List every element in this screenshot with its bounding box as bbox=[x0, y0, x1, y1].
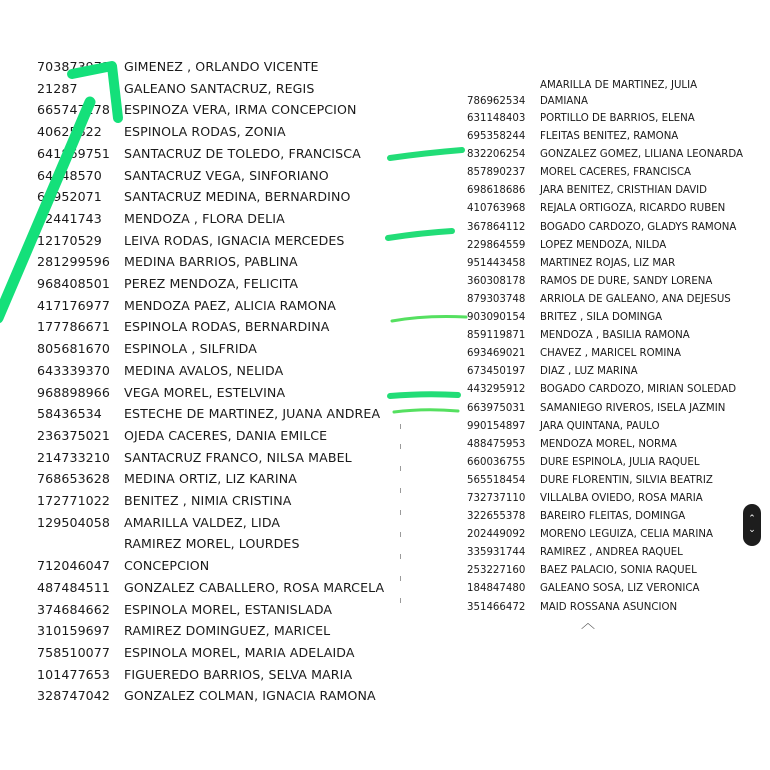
person-name: SANTACRUZ DE TOLEDO, FRANCISCA bbox=[124, 145, 361, 161]
list-item bbox=[37, 208, 397, 230]
person-name: VEGA MOREL, ESTELVINA bbox=[124, 384, 286, 400]
person-id: 732737110 bbox=[467, 492, 526, 504]
list-item bbox=[467, 237, 767, 255]
person-name: ESPINOLA RODAS, ZONIA bbox=[124, 124, 286, 140]
person-id: 487484511 bbox=[37, 579, 111, 595]
list-item bbox=[467, 599, 767, 617]
list-item bbox=[37, 642, 397, 664]
person-id: 12441743 bbox=[37, 210, 102, 226]
person-name: ESTECHE DE MARTINEZ, JUANA ANDREA bbox=[124, 406, 381, 422]
list-item bbox=[467, 508, 767, 526]
person-id: 703873971 bbox=[37, 59, 111, 74]
person-name: JARA QUINTANA, PAULO bbox=[540, 420, 660, 432]
list-item bbox=[37, 599, 397, 621]
person-id: 665747278 bbox=[37, 102, 111, 118]
person-id: 374684662 bbox=[37, 601, 111, 617]
person-id: 693469021 bbox=[467, 348, 526, 360]
person-name: MOREL CACERES, FRANCISCA bbox=[540, 167, 691, 179]
person-id: 310159697 bbox=[37, 623, 111, 639]
person-name-continued: CONCEPCION bbox=[124, 558, 210, 574]
person-name: FLEITAS BENITEZ, RAMONA bbox=[540, 131, 679, 143]
person-name: JARA BENITEZ, CRISTHIAN DAVID bbox=[540, 185, 708, 197]
person-id: 663975031 bbox=[467, 402, 526, 414]
list-item bbox=[467, 472, 767, 490]
list-item bbox=[37, 533, 397, 576]
list-item bbox=[37, 186, 397, 208]
person-name: BRITEZ , SILA DOMINGA bbox=[540, 312, 663, 324]
person-name: AMARILLA DE MARTINEZ, JULIA bbox=[540, 80, 698, 91]
person-name: BOGADO CARDOZO, GLADYS RAMONA bbox=[540, 221, 737, 233]
person-id: 565518454 bbox=[467, 474, 526, 486]
list-item bbox=[467, 110, 767, 128]
person-id: 40625822 bbox=[37, 124, 102, 140]
list-item bbox=[37, 295, 397, 317]
chevron-up-down-icon: ⌃ ⌄ bbox=[748, 514, 756, 535]
list-item bbox=[37, 56, 397, 78]
person-name: OJEDA CACERES, DANIA EMILCE bbox=[124, 427, 328, 443]
person-id: 631148403 bbox=[467, 113, 526, 124]
person-name: PORTILLO DE BARRIOS, ELENA bbox=[540, 113, 695, 124]
person-id: 768653628 bbox=[37, 471, 111, 487]
person-name: GALEANO SANTACRUZ, REGIS bbox=[124, 80, 315, 96]
person-name: CHAVEZ , MARICEL ROMINA bbox=[540, 348, 681, 360]
list-item bbox=[37, 664, 397, 686]
person-id: 832206254 bbox=[467, 149, 526, 161]
person-id: 859119871 bbox=[467, 330, 526, 342]
person-name: MENDOZA MOREL, NORMA bbox=[540, 438, 677, 450]
person-name: SANTACRUZ MEDINA, BERNARDINO bbox=[124, 189, 351, 205]
person-name: AMARILLA VALDEZ, LIDA bbox=[124, 514, 281, 530]
person-name: PEREZ MENDOZA, FELICITA bbox=[124, 276, 299, 292]
person-name: ESPINOZA VERA, IRMA CONCEPCION bbox=[124, 102, 357, 118]
person-id: 184847480 bbox=[467, 583, 526, 595]
person-id: 641869751 bbox=[37, 145, 111, 161]
person-name: RAMIREZ MOREL, LOURDES bbox=[124, 536, 300, 552]
person-name: LEIVA RODAS, IGNACIA MERCEDES bbox=[124, 232, 345, 248]
person-name: MENDOZA , FLORA DELIA bbox=[124, 210, 285, 226]
person-id: 322655378 bbox=[467, 511, 526, 523]
person-id: 443295912 bbox=[467, 384, 526, 396]
marker-stroke-4 bbox=[390, 394, 458, 396]
person-name: SANTACRUZ FRANCO, NILSA MABEL bbox=[124, 449, 352, 465]
person-name: DIAZ , LUZ MARINA bbox=[540, 366, 638, 378]
list-item bbox=[467, 436, 767, 454]
list-item bbox=[467, 200, 767, 218]
list-item bbox=[467, 273, 767, 291]
person-id: 903090154 bbox=[467, 312, 526, 324]
person-name: ESPINOLA , SILFRIDA bbox=[124, 341, 257, 357]
person-name-continued: DAMIANA bbox=[540, 96, 588, 107]
list-item bbox=[37, 78, 397, 100]
person-id: 202449092 bbox=[467, 529, 526, 541]
person-id: 214733210 bbox=[37, 449, 111, 465]
list-item bbox=[467, 78, 767, 110]
marker-stroke-1 bbox=[390, 150, 462, 158]
person-id: 229864559 bbox=[467, 239, 526, 251]
person-id: 968898966 bbox=[37, 384, 111, 400]
person-id: 805681670 bbox=[37, 341, 111, 357]
person-id: 488475953 bbox=[467, 438, 526, 450]
list-item bbox=[467, 146, 767, 164]
scroll-handle[interactable] bbox=[743, 504, 761, 546]
chevron-up-icon[interactable]: ︿ bbox=[581, 616, 595, 632]
person-id: 879303748 bbox=[467, 293, 526, 305]
person-id: 101477653 bbox=[37, 666, 111, 682]
person-id: 12170529 bbox=[37, 232, 102, 248]
list-item bbox=[467, 490, 767, 508]
person-id: 758510077 bbox=[37, 644, 111, 660]
list-item bbox=[467, 255, 767, 273]
person-name: MORENO LEGUIZA, CELIA MARINA bbox=[540, 529, 713, 541]
person-name: DURE FLORENTIN, SILVIA BEATRIZ bbox=[540, 474, 713, 486]
person-name: BENITEZ , NIMIA CRISTINA bbox=[124, 493, 292, 509]
list-item bbox=[467, 562, 767, 580]
marker-stroke-5 bbox=[394, 410, 458, 412]
person-id: 177786671 bbox=[37, 319, 111, 335]
list-item bbox=[467, 182, 767, 200]
list-item bbox=[37, 577, 397, 599]
person-id: 172771022 bbox=[37, 493, 111, 509]
person-id: 786962534 bbox=[467, 96, 526, 107]
person-name: MEDINA ORTIZ, LIZ KARINA bbox=[124, 471, 297, 487]
person-id: 281299596 bbox=[37, 254, 111, 270]
list-item bbox=[467, 454, 767, 472]
list-item bbox=[467, 363, 767, 381]
person-id: 857890237 bbox=[467, 167, 526, 179]
list-item bbox=[467, 345, 767, 363]
person-id: 253227160 bbox=[467, 565, 526, 577]
person-id: 410763968 bbox=[467, 203, 526, 215]
list-item bbox=[467, 327, 767, 345]
person-name: ARRIOLA DE GALEANO, ANA DEJESUS bbox=[540, 293, 731, 305]
person-id: 67952071 bbox=[37, 189, 102, 205]
person-name: GIMENEZ , ORLANDO VICENTE bbox=[124, 59, 319, 74]
person-name: MAID ROSSANA ASUNCION bbox=[540, 601, 678, 613]
person-id: 335931744 bbox=[467, 547, 526, 559]
person-name: RAMOS DE DURE, SANDY LORENA bbox=[540, 275, 713, 287]
person-id: 695358244 bbox=[467, 131, 526, 143]
person-name: MEDINA AVALOS, NELIDA bbox=[124, 362, 284, 378]
list-item bbox=[37, 490, 397, 512]
list-item bbox=[37, 447, 397, 469]
list-item bbox=[467, 580, 767, 598]
list-item bbox=[467, 526, 767, 544]
person-name: DURE ESPINOLA, JULIA RAQUEL bbox=[540, 456, 700, 468]
person-id: 21287 bbox=[37, 80, 78, 96]
person-id: 64548570 bbox=[37, 167, 102, 183]
person-name: MENDOZA PAEZ, ALICIA RAMONA bbox=[124, 297, 336, 313]
person-id: 417176977 bbox=[37, 297, 111, 313]
list-item bbox=[467, 400, 767, 418]
list-item bbox=[37, 425, 397, 447]
person-name: RAMIREZ , ANDREA RAQUEL bbox=[540, 547, 683, 559]
list-item bbox=[37, 382, 397, 404]
person-id: 712046047 bbox=[37, 558, 111, 574]
list-item bbox=[37, 338, 397, 360]
list-item bbox=[467, 418, 767, 436]
person-id: 129504058 bbox=[37, 514, 111, 530]
left-name-list bbox=[37, 56, 397, 707]
person-name: ESPINOLA MOREL, MARIA ADELAIDA bbox=[124, 644, 355, 660]
list-item bbox=[467, 164, 767, 182]
person-name: MEDINA BARRIOS, PABLINA bbox=[124, 254, 298, 270]
person-name: GONZALEZ COLMAN, IGNACIA RAMONA bbox=[124, 688, 376, 704]
person-name: GONZALEZ CABALLERO, ROSA MARCELA bbox=[124, 579, 385, 595]
list-item bbox=[37, 99, 397, 121]
person-name: REJALA ORTIGOZA, RICARDO RUBEN bbox=[540, 203, 726, 215]
list-item bbox=[37, 251, 397, 273]
list-item bbox=[37, 403, 397, 425]
list-item bbox=[37, 165, 397, 187]
person-name: MARTINEZ ROJAS, LIZ MAR bbox=[540, 257, 676, 269]
list-item bbox=[467, 381, 767, 399]
list-item bbox=[37, 512, 397, 534]
list-item bbox=[37, 685, 397, 707]
list-item bbox=[467, 291, 767, 309]
person-id: 951443458 bbox=[467, 257, 526, 269]
person-name: GALEANO SOSA, LIZ VERONICA bbox=[540, 583, 700, 595]
right-name-list bbox=[467, 78, 767, 617]
person-name: ESPINOLA MOREL, ESTANISLADA bbox=[124, 601, 333, 617]
person-id: 351466472 bbox=[467, 601, 526, 613]
person-id: 643339370 bbox=[37, 362, 111, 378]
person-id: 360308178 bbox=[467, 275, 526, 287]
person-name: LOPEZ MENDOZA, NILDA bbox=[540, 239, 667, 251]
person-id: 698618686 bbox=[467, 185, 526, 197]
list-item bbox=[37, 620, 397, 642]
list-item bbox=[37, 316, 397, 338]
person-name: BAREIRO FLEITAS, DOMINGA bbox=[540, 511, 686, 523]
list-item bbox=[37, 468, 397, 490]
list-item bbox=[37, 230, 397, 252]
person-id: 367864112 bbox=[467, 221, 526, 233]
list-item bbox=[37, 273, 397, 295]
person-id: 58436534 bbox=[37, 406, 102, 422]
list-item bbox=[37, 143, 397, 165]
person-name: FIGUEREDO BARRIOS, SELVA MARIA bbox=[124, 666, 353, 682]
list-item bbox=[37, 121, 397, 143]
list-item bbox=[467, 309, 767, 327]
person-name: SANTACRUZ VEGA, SINFORIANO bbox=[124, 167, 329, 183]
person-id: 673450197 bbox=[467, 366, 526, 378]
person-id: 328747042 bbox=[37, 688, 111, 704]
list-item bbox=[467, 128, 767, 146]
marker-stroke-3 bbox=[392, 317, 466, 322]
person-id: 968408501 bbox=[37, 276, 111, 292]
person-name: GONZALEZ GOMEZ, LILIANA LEONARDA bbox=[540, 149, 743, 161]
person-id: 660036755 bbox=[467, 456, 526, 468]
person-name: MENDOZA , BASILIA RAMONA bbox=[540, 330, 690, 342]
marker-stroke-2 bbox=[388, 231, 452, 238]
person-id: 236375021 bbox=[37, 427, 111, 443]
person-name: ESPINOLA RODAS, BERNARDINA bbox=[124, 319, 330, 335]
person-name: VILLALBA OVIEDO, ROSA MARIA bbox=[540, 492, 703, 504]
person-name: RAMIREZ DOMINGUEZ, MARICEL bbox=[124, 623, 331, 639]
person-id: 990154897 bbox=[467, 420, 526, 432]
person-name: BOGADO CARDOZO, MIRIAN SOLEDAD bbox=[540, 384, 737, 396]
person-name: SAMANIEGO RIVEROS, ISELA JAZMIN bbox=[540, 402, 726, 414]
person-name: BAEZ PALACIO, SONIA RAQUEL bbox=[540, 565, 697, 577]
list-item bbox=[467, 219, 767, 237]
list-item bbox=[467, 544, 767, 562]
list-item bbox=[37, 360, 397, 382]
